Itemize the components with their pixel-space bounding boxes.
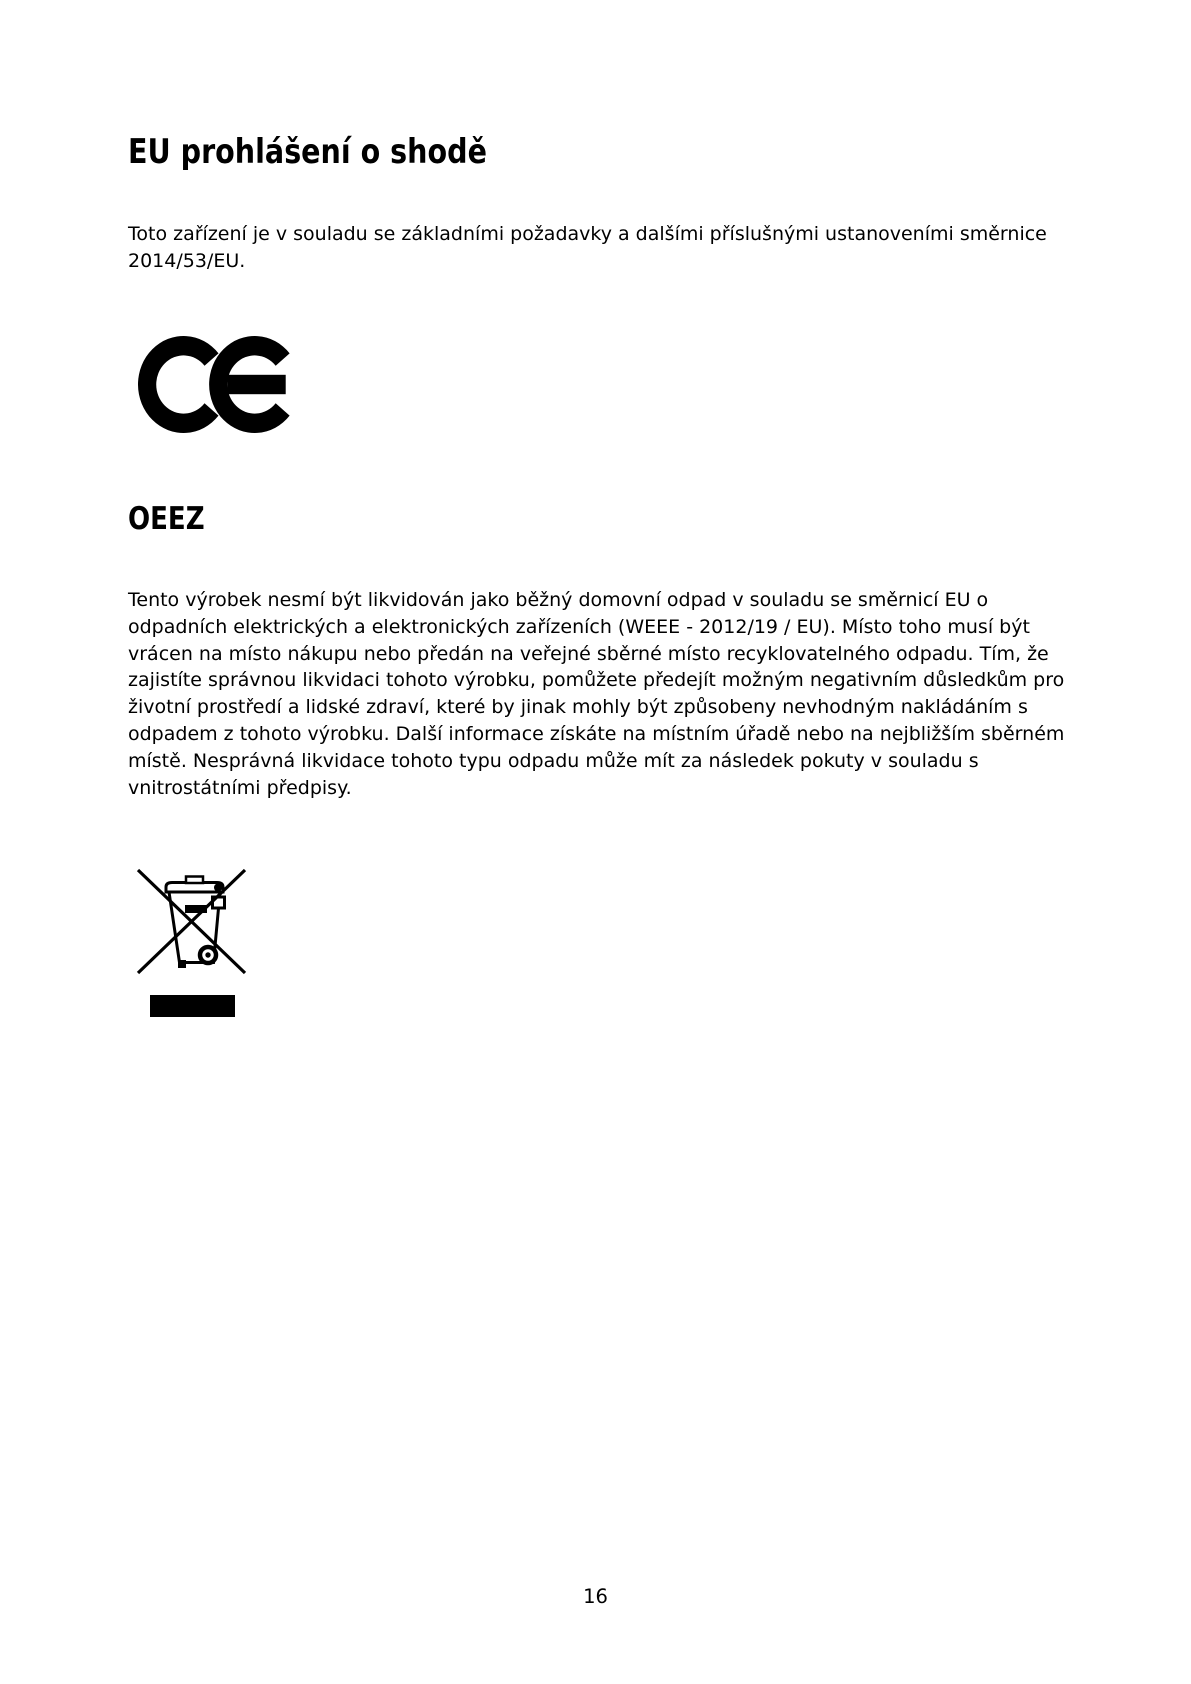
eu-declaration-heading: EU prohlášení o shodě (128, 132, 487, 172)
weee-bar (150, 995, 235, 1017)
bin-lid-hinge (214, 884, 222, 892)
weee-crossed-out-wheelie-bin-icon (134, 866, 249, 1018)
weee-section-body: Tento výrobek nesmí být likvidován jako běžný domovní odpad v souladu se směrnicí EU o odpadních elektrických a elektronických zařízeních (WEEE - 2012/19 / EU). Místo toho musí být vrácen na místo nákupu nebo předán na veřejné sběrné místo recyklovatelného odpadu. Tím, že zajistíte správnou likvidaci tohoto výrobku, pomůžete předejít možným negativním důsledkům pro životní prostředí a lidské zdraví, které by jinak mohly být způsobeny nevhodným nakládáním s odpadem z tohoto výrobku. Další informace získáte na místním úřadě nebo na nejbližším sběrném místě. Nesprávná likvidace tohoto typu odpadu může mít za následek pokuty v souladu s vnitrostátními předpisy. (128, 589, 1065, 799)
ce-mark-icon (138, 336, 293, 433)
eu-declaration-body: Toto zařízení je v souladu se základními požadavky a dalšími příslušnými ustanoveními směrnice 2014/53/EU. (128, 223, 1047, 272)
weee-section-heading: OEEZ (128, 501, 205, 537)
page-number: 16 (583, 1585, 608, 1608)
bin-lid-handle (186, 877, 203, 884)
bin-foot (178, 960, 186, 968)
bin-wheel-hub (205, 952, 210, 957)
